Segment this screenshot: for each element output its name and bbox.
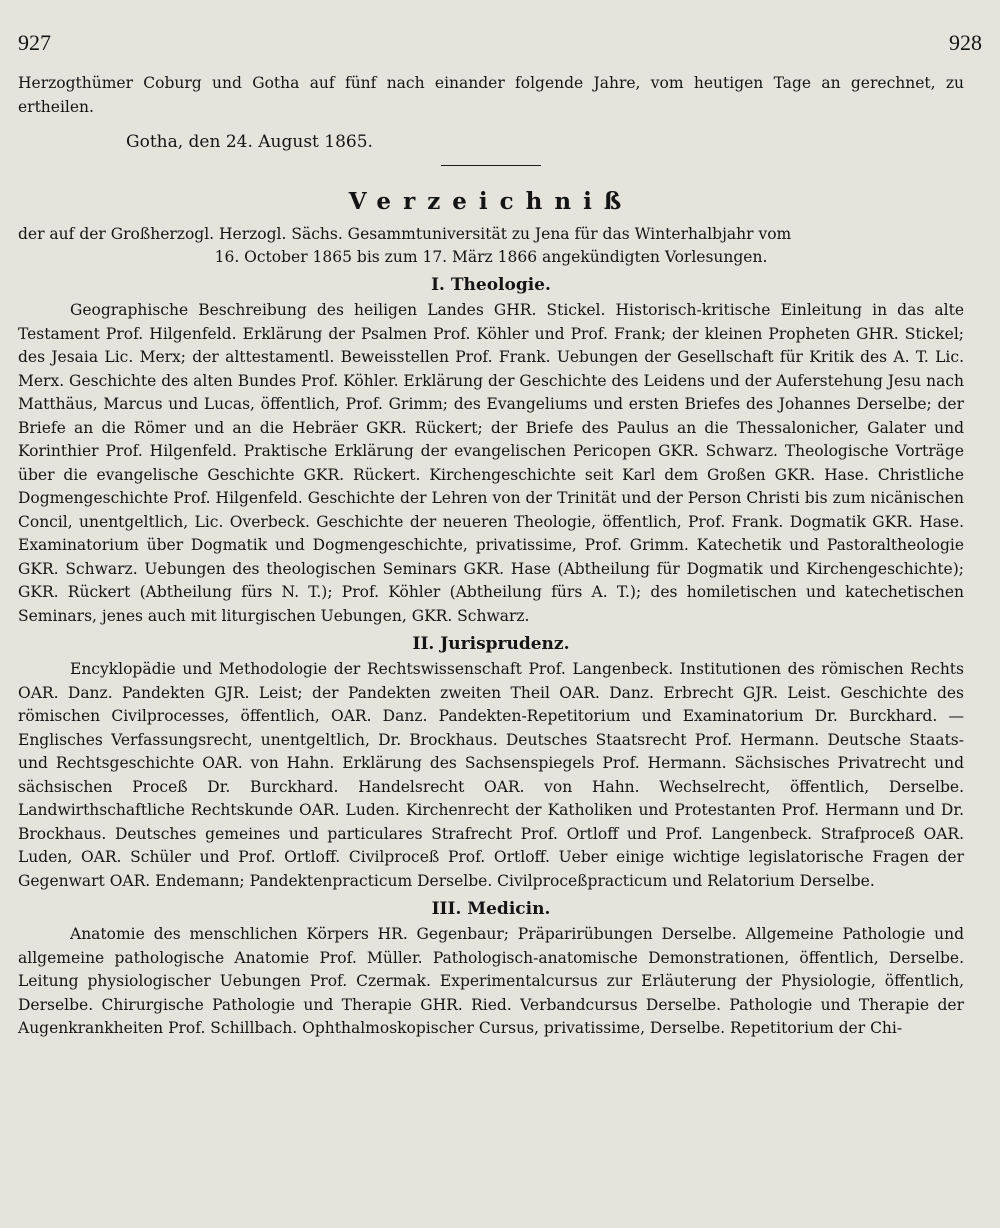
document-subtitle-line2: 16. October 1865 bis zum 17. März 1866 angekündigten Vorlesungen. — [214, 248, 768, 266]
section-heading-theologie: I. Theologie. — [431, 275, 551, 295]
section-text-medicin: Anatomie des menschlichen Körpers HR. Gegenbaur; Präparirübungen Derselbe. Allgemeine Pathologie und allgemeine pathologische Anatomie Prof. Müller. Pathologisch-anatomische Demonstrationen, öffentlich, Derselbe. Leitung physiologischer Uebungen Prof. Czermak. Experimentalcursus zur Erläuterung der Physiologie, öffentlich, Derselbe. Chirurgische Pathologie und Therapie GHR. Ried. Verbandcursus Derselbe. Pathologie und Therapie der Augenkrankheiten Prof. Schillbach. Ophthalmoskopischer Cursus, privatissime, Derselbe. Repetitorium der Chi- — [18, 925, 964, 1037]
page-body — [18, 72, 964, 1041]
section-text-theologie: Geographische Beschreibung des heiligen Landes GHR. Stickel. Historisch-kritische Einleitung in das alte Testament Prof. Hilgenfeld. Erklärung der Psalmen Prof. Köhler und Prof. Frank; der kleinen Propheten GHR. Stickel; des Jesaia Lic. Merx; der alttestamentl. Beweisstellen Prof. Frank. Uebungen der Gesellschaft für Kritik des A. T. Lic. Merx. Geschichte des alten Bundes Prof. Köhler. Erklärung der Geschichte des Leidens und der Auferstehung Jesu nach Matthäus, Marcus und Lucas, öffentlich, Prof. Grimm; des Evangeliums und ersten Briefes des Johannes Derselbe; der Briefe an die Römer und an die Hebräer GKR. Rückert; der Briefe des Paulus an die Thessalonicher, Galater und Korinthier Prof. Hilgenfeld. Praktische Erklärung der evangelischen Pericopen GKR. Schwarz. Theologische Vorträge über die evangelische Geschichte GKR. Rückert. Kirchengeschichte seit Karl dem Großen GKR. Hase. Christliche Dogmengeschichte Prof. Hilgenfeld. Geschichte der Lehren von der Trinität und der Person Christi bis zum nicänischen Concil, unentgeltlich, Lic. Overbeck. Geschichte der neueren Theologie, öffentlich, Prof. Frank. Dogmatik GKR. Hase. Examinatorium über Dogmatik und Dogmengeschichte, privatissime, Prof. Grimm. Katechetik und Pastoraltheologie GKR. Schwarz. Uebungen des theologischen Seminars GKR. Hase (Abtheilung für Dogmatik und Kirchengeschichte); GKR. Rückert (Abtheilung fürs N. T.); Prof. Köhler (Abtheilung fürs A. T.); des homiletischen und katechetischen Seminars, jenes auch mit liturgischen Uebungen, GKR. Schwarz. — [18, 301, 964, 625]
document-subtitle-line1: der auf der Großherzogl. Herzogl. Sächs. Gesammtuniversität zu Jena für das Winterhalbjahr vom — [18, 225, 792, 243]
section-text-jurisprudenz: Encyklopädie und Methodologie der Rechtswissenschaft Prof. Langenbeck. Institutionen des römischen Rechts OAR. Danz. Pandekten GJR. Leist; der Pandekten zweiten Theil OAR. Danz. Erbrecht GJR. Leist. Geschichte des römischen Civilprocesses, öffentlich, OAR. Danz. Pandekten-Repetitorium und Examinatorium Dr. Burckhard. — Englisches Verfassungsrecht, unentgeltlich, Dr. Brockhaus. Deutsches Staatsrecht Prof. Hermann. Deutsche Staats- und Rechtsgeschichte OAR. von Hahn. Erklärung des Sachsenspiegels Prof. Hermann. Sächsisches Privatrecht und sächsischen Proceß Dr. Burckhard. Handelsrecht OAR. von Hahn. Wechselrecht, öffentlich, Derselbe. Landwirthschaftliche Rechtskunde OAR. Luden. Kirchenrecht der Katholiken und Protestanten Prof. Hermann und Dr. Brockhaus. Deutsches gemeines und particulares Strafrecht Prof. Ortloff und Prof. Langenbeck. Strafproceß OAR. Luden, OAR. Schüler und Prof. Ortloff. Civilproceß Prof. Ortloff. Ueber einige wichtige legislatorische Fragen der Gegenwart OAR. Endemann; Pandektenpracticum Derselbe. Civilproceßpracticum und Relatorium Derselbe. — [18, 660, 964, 890]
section-heading-medicin: III. Medicin. — [431, 899, 551, 919]
document-title: Verzeichniß — [348, 188, 634, 215]
page-number-right: 928 — [949, 30, 982, 55]
separator-rule — [441, 165, 541, 166]
place-date: Gotha, den 24. August 1865. — [126, 132, 373, 152]
section-heading-jurisprudenz: II. Jurisprudenz. — [412, 634, 570, 654]
intro-paragraph: Herzogthümer Coburg und Gotha auf fünf nach einander folgende Jahre, vom heutigen Tage an gerechnet, zu ertheilen. — [18, 74, 964, 116]
page-number-left: 927 — [18, 30, 51, 55]
